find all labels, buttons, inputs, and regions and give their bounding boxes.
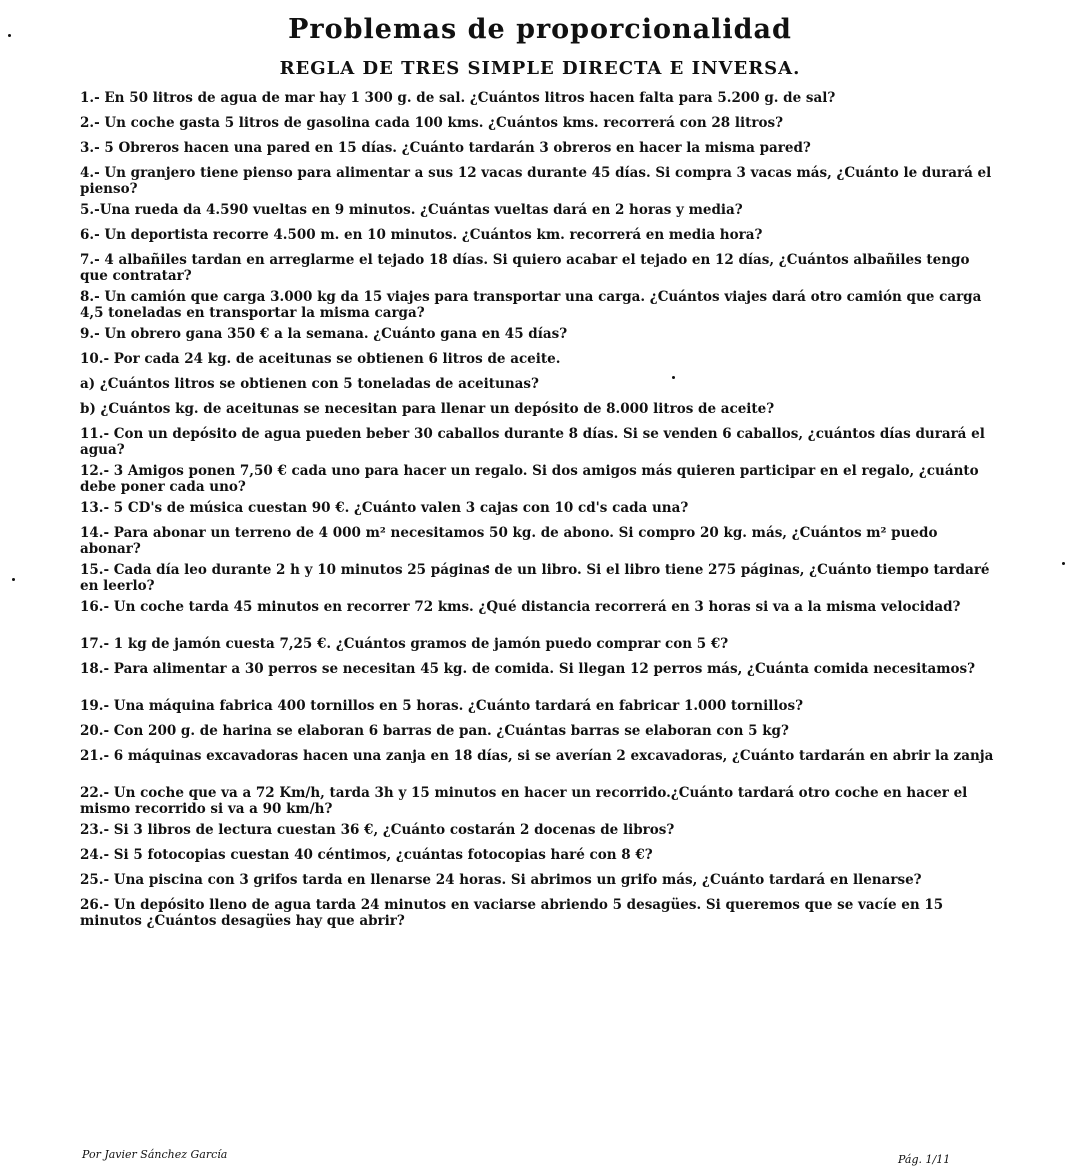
problem-8: 8.- Un camión que carga 3.000 kg da 15 viajes para transportar una carga. ¿Cuántos viajes dará otro camión que carga 4,5 toneladas en transportar la misma carga? <box>80 289 982 321</box>
problem-21: 21.- 6 máquinas excavadoras hacen una zanja en 18 días, si se averían 2 excavadoras, ¿Cuánto tardarán en abrir la zanja <box>80 748 994 764</box>
problem-list <box>80 90 1000 934</box>
problem-17: 17.- 1 kg de jamón cuesta 7,25 €. ¿Cuántos gramos de jamón puedo comprar con 5 €? <box>80 636 729 652</box>
scan-speck <box>1062 562 1065 565</box>
problem-2: 2.- Un coche gasta 5 litros de gasolina cada 100 kms. ¿Cuántos kms. recorrerá con 28 litros? <box>80 115 783 131</box>
problem-11: 11.- Con un depósito de agua pueden beber 30 caballos durante 8 días. Si se venden 6 caballos, ¿cuántos días durará el agua? <box>80 426 985 458</box>
problem-22: 22.- Un coche que va a 72 Km/h, tarda 3h y 15 minutos en hacer un recorrido.¿Cuánto tardará otro coche en hacer el mismo recorrido si va a 90 km/h? <box>80 785 968 817</box>
problem-25: 25.- Una piscina con 3 grifos tarda en llenarse 24 horas. Si abrimos un grifo más, ¿Cuánto tardará en llenarse? <box>80 872 922 888</box>
problem-18: 18.- Para alimentar a 30 perros se necesitan 45 kg. de comida. Si llegan 12 perros más, ¿Cuánta comida necesitamos? <box>80 661 975 677</box>
problem-6: 6.- Un deportista recorre 4.500 m. en 10 minutos. ¿Cuántos km. recorrerá en media hora? <box>80 227 763 243</box>
problem-24: 24.- Si 5 fotocopias cuestan 40 céntimos, ¿cuántas fotocopias haré con 8 €? <box>80 847 653 863</box>
problem-1: 1.- En 50 litros de agua de mar hay 1 300 g. de sal. ¿Cuántos litros hacen falta para 5.200 g. de sal? <box>80 90 836 106</box>
problem-20: 20.- Con 200 g. de harina se elaboran 6 barras de pan. ¿Cuántas barras se elaboran con 5 kg? <box>80 723 789 739</box>
problem-7: 7.- 4 albañiles tardan en arreglarme el tejado 18 días. Si quiero acabar el tejado en 12 días, ¿Cuántos albañiles tengo que contratar? <box>80 252 970 284</box>
footer-author: Por Javier Sánchez García <box>82 1148 228 1161</box>
problem-23: 23.- Si 3 libros de lectura cuestan 36 €, ¿Cuánto costarán 2 docenas de libros? <box>80 822 675 838</box>
problem-4: 4.- Un granjero tiene pienso para alimentar a sus 12 vacas durante 45 días. Si compra 3 vacas más, ¿Cuánto le durará el pienso? <box>80 165 992 197</box>
footer-page-number: Pág. 1/11 <box>898 1153 951 1166</box>
page-title: Problemas de proporcionalidad <box>288 14 792 45</box>
problem-12: 12.- 3 Amigos ponen 7,50 € cada uno para hacer un regalo. Si dos amigos más quieren participar en el regalo, ¿cuánto debe poner cada uno? <box>80 463 979 495</box>
problem-10b: b) ¿Cuántos kg. de aceitunas se necesitan para llenar un depósito de 8.000 litros de aceite? <box>80 401 775 417</box>
problem-10: 10.- Por cada 24 kg. de aceitunas se obtienen 6 litros de aceite. <box>80 351 561 367</box>
problem-5: 5.-Una rueda da 4.590 vueltas en 9 minutos. ¿Cuántas vueltas dará en 2 horas y media? <box>80 202 743 218</box>
page-subtitle: REGLA DE TRES SIMPLE DIRECTA E INVERSA. <box>279 58 801 79</box>
problem-19: 19.- Una máquina fabrica 400 tornillos en 5 horas. ¿Cuánto tardará en fabricar 1.000 tornillos? <box>80 698 803 714</box>
problem-14: 14.- Para abonar un terreno de 4 000 m² necesitamos 50 kg. de abono. Si compro 20 kg. más, ¿Cuántos m² puedo abonar? <box>80 525 938 557</box>
scan-speck <box>12 578 15 581</box>
problem-3: 3.- 5 Obreros hacen una pared en 15 días. ¿Cuánto tardarán 3 obreros en hacer la misma pared? <box>80 140 811 156</box>
problem-15: 15.- Cada día leo durante 2 h y 10 minutos 25 páginas de un libro. Si el libro tiene 275 páginas, ¿Cuánto tiempo tardaré en leerlo? <box>80 562 990 594</box>
problem-16: 16.- Un coche tarda 45 minutos en recorrer 72 kms. ¿Qué distancia recorrerá en 3 horas si va a la misma velocidad? <box>80 599 961 615</box>
problem-9: 9.- Un obrero gana 350 € a la semana. ¿Cuánto gana en 45 días? <box>80 326 568 342</box>
problem-13: 13.- 5 CD's de música cuestan 90 €. ¿Cuánto valen 3 cajas con 10 cd's cada una? <box>80 500 689 516</box>
problem-26: 26.- Un depósito lleno de agua tarda 24 minutos en vaciarse abriendo 5 desagües. Si queremos que se vacíe en 15 minutos ¿Cuántos desagües hay que abrir? <box>80 897 944 929</box>
problem-10a: a) ¿Cuántos litros se obtienen con 5 toneladas de aceitunas? <box>80 376 539 392</box>
